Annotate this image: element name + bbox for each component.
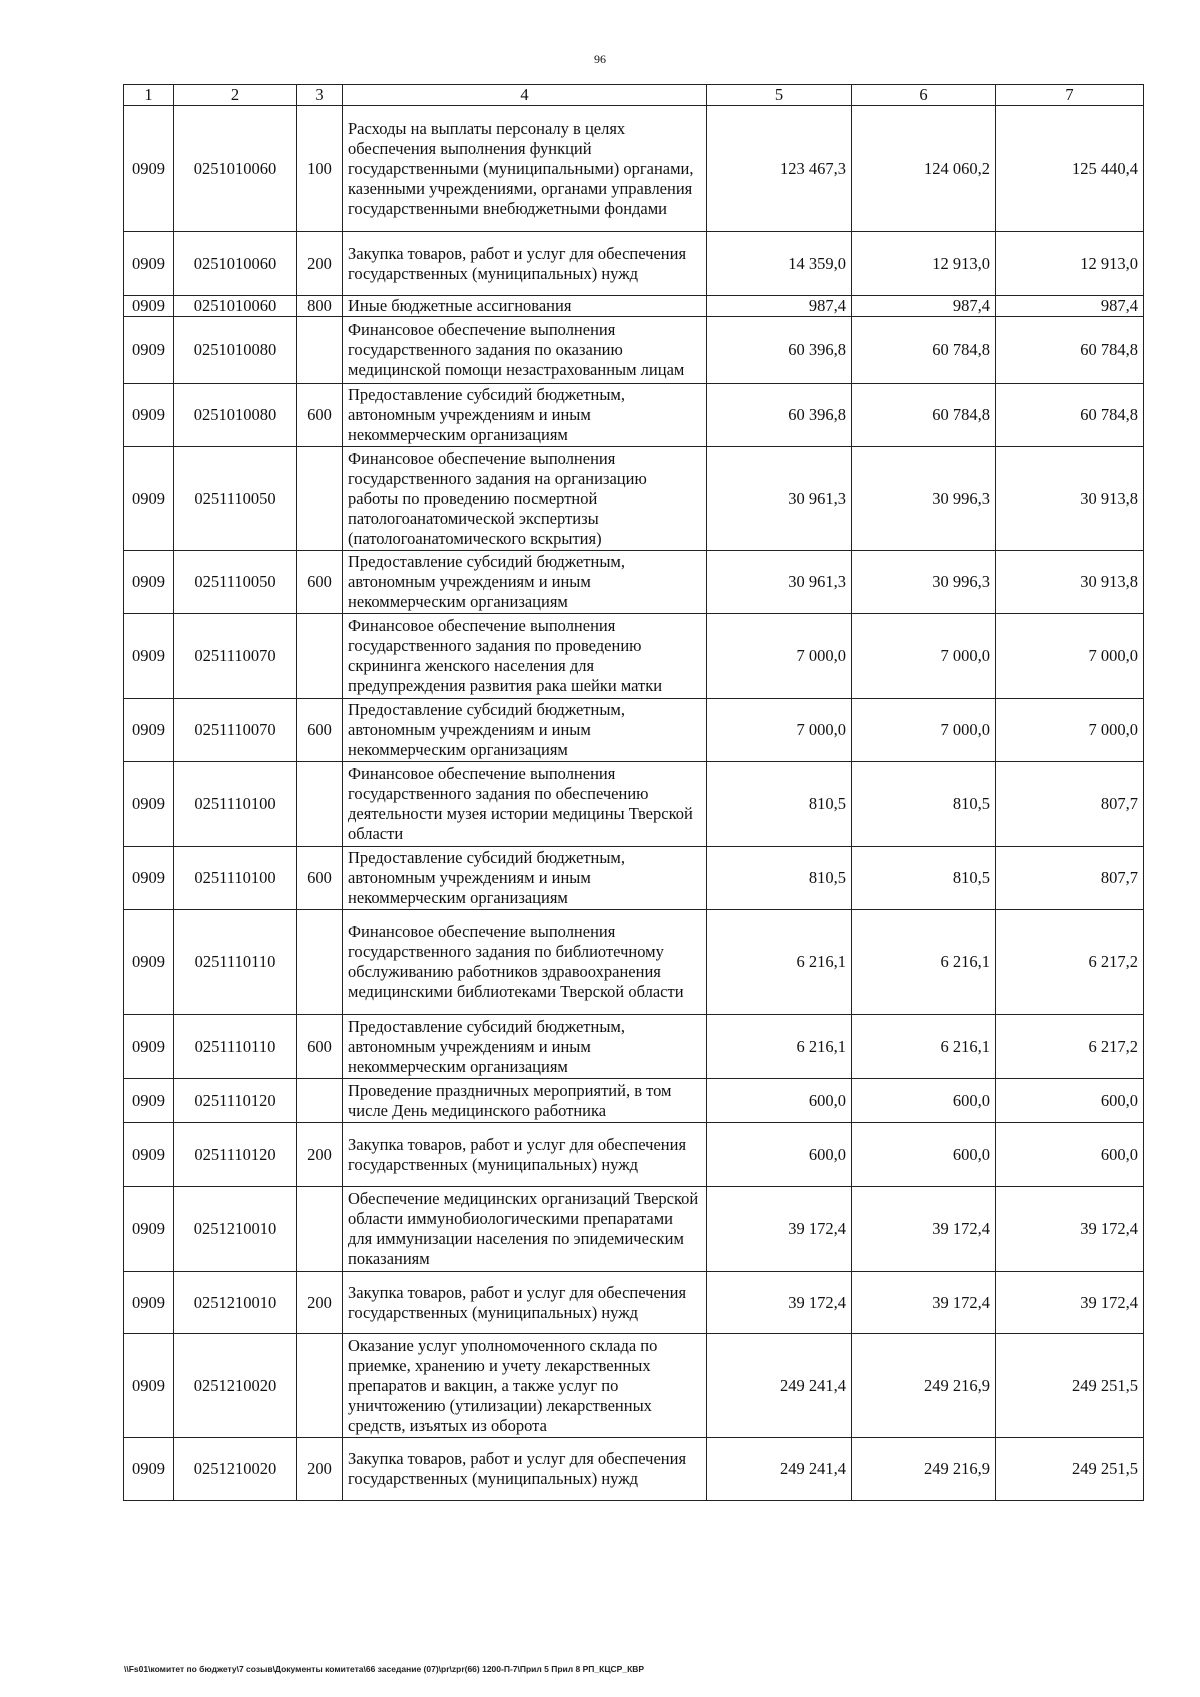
table-body xyxy=(124,106,1144,1501)
expense-type-code xyxy=(297,1334,343,1438)
amount-year-2: 249 216,9 xyxy=(852,1438,996,1501)
amount-year-2: 60 784,8 xyxy=(852,384,996,447)
page-number: 96 xyxy=(594,52,606,66)
amount-year-3: 807,7 xyxy=(996,847,1144,910)
expense-type-code: 600 xyxy=(297,699,343,762)
expense-type-code: 600 xyxy=(297,1015,343,1079)
amount-year-2: 987,4 xyxy=(852,296,996,317)
header-col-4: 4 xyxy=(343,85,707,106)
table-row xyxy=(124,296,1144,317)
expense-name: Финансовое обеспечение выполнения государственного задания на организацию работы по проведению посмертной патологоанатомической экспертизы (патологоанатомического вскрытия) xyxy=(343,447,707,551)
expense-name: Расходы на выплаты персоналу в целях обеспечения выполнения функций государственными (муниципальными) органами, казенными учреждениями, органами управления государственными внебюджетными фондами xyxy=(343,106,707,232)
amount-year-1: 249 241,4 xyxy=(707,1438,852,1501)
table-row xyxy=(124,447,1144,551)
table-row xyxy=(124,1334,1144,1438)
amount-year-3: 6 217,2 xyxy=(996,910,1144,1015)
table-row xyxy=(124,106,1144,232)
expense-name: Финансовое обеспечение выполнения государственного задания по проведению скрининга женского населения для предупреждения развития рака шейки матки xyxy=(343,614,707,699)
section-code: 0909 xyxy=(124,699,174,762)
amount-year-3: 807,7 xyxy=(996,762,1144,847)
expense-type-code: 200 xyxy=(297,1123,343,1187)
amount-year-3: 987,4 xyxy=(996,296,1144,317)
target-article-code: 0251010080 xyxy=(174,317,297,384)
section-code: 0909 xyxy=(124,447,174,551)
section-code: 0909 xyxy=(124,296,174,317)
target-article-code: 0251110070 xyxy=(174,699,297,762)
amount-year-2: 6 216,1 xyxy=(852,1015,996,1079)
target-article-code: 0251010080 xyxy=(174,384,297,447)
amount-year-2: 60 784,8 xyxy=(852,317,996,384)
target-article-code: 0251010060 xyxy=(174,106,297,232)
amount-year-3: 12 913,0 xyxy=(996,232,1144,296)
expense-name: Предоставление субсидий бюджетным, автономным учреждениям и иным некоммерческим организациям xyxy=(343,1015,707,1079)
expense-type-code xyxy=(297,762,343,847)
section-code: 0909 xyxy=(124,1015,174,1079)
expense-type-code: 600 xyxy=(297,847,343,910)
table-row xyxy=(124,1079,1144,1123)
amount-year-1: 30 961,3 xyxy=(707,551,852,614)
table-row xyxy=(124,1272,1144,1334)
table-row xyxy=(124,1015,1144,1079)
amount-year-2: 6 216,1 xyxy=(852,910,996,1015)
amount-year-1: 39 172,4 xyxy=(707,1187,852,1272)
header-col-2: 2 xyxy=(174,85,297,106)
amount-year-1: 30 961,3 xyxy=(707,447,852,551)
section-code: 0909 xyxy=(124,1187,174,1272)
amount-year-2: 249 216,9 xyxy=(852,1334,996,1438)
amount-year-1: 123 467,3 xyxy=(707,106,852,232)
target-article-code: 0251210010 xyxy=(174,1272,297,1334)
expense-name: Закупка товаров, работ и услуг для обеспечения государственных (муниципальных) нужд xyxy=(343,232,707,296)
expense-type-code: 600 xyxy=(297,384,343,447)
section-code: 0909 xyxy=(124,232,174,296)
expense-type-code: 200 xyxy=(297,232,343,296)
amount-year-3: 60 784,8 xyxy=(996,384,1144,447)
header-col-3: 3 xyxy=(297,85,343,106)
amount-year-3: 600,0 xyxy=(996,1123,1144,1187)
table-row xyxy=(124,384,1144,447)
expense-type-code xyxy=(297,1079,343,1123)
target-article-code: 0251110120 xyxy=(174,1123,297,1187)
amount-year-3: 6 217,2 xyxy=(996,1015,1144,1079)
amount-year-1: 249 241,4 xyxy=(707,1334,852,1438)
section-code: 0909 xyxy=(124,384,174,447)
expense-type-code xyxy=(297,910,343,1015)
amount-year-2: 600,0 xyxy=(852,1079,996,1123)
amount-year-1: 60 396,8 xyxy=(707,384,852,447)
amount-year-3: 600,0 xyxy=(996,1079,1144,1123)
expense-name: Предоставление субсидий бюджетным, автономным учреждениям и иным некоммерческим организациям xyxy=(343,699,707,762)
expense-type-code xyxy=(297,317,343,384)
section-code: 0909 xyxy=(124,910,174,1015)
amount-year-1: 810,5 xyxy=(707,762,852,847)
table-row xyxy=(124,232,1144,296)
amount-year-2: 12 913,0 xyxy=(852,232,996,296)
expense-name: Проведение праздничных мероприятий, в том числе День медицинского работника xyxy=(343,1079,707,1123)
amount-year-2: 810,5 xyxy=(852,762,996,847)
amount-year-3: 30 913,8 xyxy=(996,551,1144,614)
amount-year-3: 39 172,4 xyxy=(996,1272,1144,1334)
footer-file-path: \\Fs01\комитет по бюджету\7 созыв\Документы комитета\66 заседание (07)\pr\zpr(66) 1200-П-7\Прил 5 Прил 8 РП_КЦСР_КВР xyxy=(124,1664,645,1674)
section-code: 0909 xyxy=(124,614,174,699)
target-article-code: 0251110100 xyxy=(174,762,297,847)
expense-name: Закупка товаров, работ и услуг для обеспечения государственных (муниципальных) нужд xyxy=(343,1438,707,1501)
amount-year-2: 810,5 xyxy=(852,847,996,910)
header-col-1: 1 xyxy=(124,85,174,106)
expense-name: Финансовое обеспечение выполнения государственного задания по оказанию медицинской помощи незастрахованным лицам xyxy=(343,317,707,384)
target-article-code: 0251110050 xyxy=(174,551,297,614)
amount-year-1: 7 000,0 xyxy=(707,614,852,699)
expense-type-code: 800 xyxy=(297,296,343,317)
amount-year-3: 125 440,4 xyxy=(996,106,1144,232)
amount-year-3: 7 000,0 xyxy=(996,699,1144,762)
target-article-code: 0251210020 xyxy=(174,1334,297,1438)
budget-table xyxy=(123,84,1144,1501)
table-row xyxy=(124,551,1144,614)
amount-year-3: 39 172,4 xyxy=(996,1187,1144,1272)
section-code: 0909 xyxy=(124,1272,174,1334)
table-header-row xyxy=(124,85,1144,106)
amount-year-1: 600,0 xyxy=(707,1123,852,1187)
section-code: 0909 xyxy=(124,1334,174,1438)
expense-name: Финансовое обеспечение выполнения государственного задания по библиотечному обслуживанию работников здравоохранения медицинскими библиотеками Тверской области xyxy=(343,910,707,1015)
amount-year-2: 39 172,4 xyxy=(852,1272,996,1334)
amount-year-1: 60 396,8 xyxy=(707,317,852,384)
amount-year-1: 7 000,0 xyxy=(707,699,852,762)
expense-name: Предоставление субсидий бюджетным, автономным учреждениям и иным некоммерческим организациям xyxy=(343,384,707,447)
expense-type-code xyxy=(297,614,343,699)
expense-name: Иные бюджетные ассигнования xyxy=(343,296,707,317)
amount-year-1: 14 359,0 xyxy=(707,232,852,296)
expense-name: Обеспечение медицинских организаций Тверской области иммунобиологическими препаратами для иммунизации населения по эпидемическим показаниям xyxy=(343,1187,707,1272)
amount-year-2: 7 000,0 xyxy=(852,614,996,699)
target-article-code: 0251210020 xyxy=(174,1438,297,1501)
table-row xyxy=(124,1187,1144,1272)
amount-year-3: 7 000,0 xyxy=(996,614,1144,699)
section-code: 0909 xyxy=(124,762,174,847)
expense-type-code xyxy=(297,447,343,551)
target-article-code: 0251110100 xyxy=(174,847,297,910)
table-row xyxy=(124,762,1144,847)
section-code: 0909 xyxy=(124,847,174,910)
expense-name: Закупка товаров, работ и услуг для обеспечения государственных (муниципальных) нужд xyxy=(343,1123,707,1187)
amount-year-3: 60 784,8 xyxy=(996,317,1144,384)
expense-name: Предоставление субсидий бюджетным, автономным учреждениям и иным некоммерческим организациям xyxy=(343,847,707,910)
amount-year-2: 124 060,2 xyxy=(852,106,996,232)
amount-year-2: 39 172,4 xyxy=(852,1187,996,1272)
expense-name: Предоставление субсидий бюджетным, автономным учреждениям и иным некоммерческим организациям xyxy=(343,551,707,614)
amount-year-2: 30 996,3 xyxy=(852,447,996,551)
section-code: 0909 xyxy=(124,1079,174,1123)
target-article-code: 0251110120 xyxy=(174,1079,297,1123)
expense-type-code: 600 xyxy=(297,551,343,614)
amount-year-3: 30 913,8 xyxy=(996,447,1144,551)
table-row xyxy=(124,614,1144,699)
target-article-code: 0251210010 xyxy=(174,1187,297,1272)
header-col-5: 5 xyxy=(707,85,852,106)
expense-type-code xyxy=(297,1187,343,1272)
section-code: 0909 xyxy=(124,106,174,232)
expense-type-code: 100 xyxy=(297,106,343,232)
amount-year-2: 7 000,0 xyxy=(852,699,996,762)
header-col-6: 6 xyxy=(852,85,996,106)
amount-year-3: 249 251,5 xyxy=(996,1334,1144,1438)
amount-year-1: 600,0 xyxy=(707,1079,852,1123)
table-row xyxy=(124,847,1144,910)
header-col-7: 7 xyxy=(996,85,1144,106)
amount-year-2: 30 996,3 xyxy=(852,551,996,614)
table-row xyxy=(124,1123,1144,1187)
section-code: 0909 xyxy=(124,1123,174,1187)
section-code: 0909 xyxy=(124,551,174,614)
table-row xyxy=(124,910,1144,1015)
target-article-code: 0251010060 xyxy=(174,232,297,296)
amount-year-1: 6 216,1 xyxy=(707,1015,852,1079)
target-article-code: 0251010060 xyxy=(174,296,297,317)
amount-year-1: 810,5 xyxy=(707,847,852,910)
expense-name: Закупка товаров, работ и услуг для обеспечения государственных (муниципальных) нужд xyxy=(343,1272,707,1334)
table-row xyxy=(124,317,1144,384)
expense-name: Оказание услуг уполномоченного склада по приемке, хранению и учету лекарственных препаратов и вакцин, а также услуг по уничтожению (утилизации) лекарственных средств, изъятых из оборота xyxy=(343,1334,707,1438)
expense-type-code: 200 xyxy=(297,1272,343,1334)
section-code: 0909 xyxy=(124,1438,174,1501)
expense-type-code: 200 xyxy=(297,1438,343,1501)
amount-year-1: 6 216,1 xyxy=(707,910,852,1015)
amount-year-1: 987,4 xyxy=(707,296,852,317)
amount-year-2: 600,0 xyxy=(852,1123,996,1187)
target-article-code: 0251110070 xyxy=(174,614,297,699)
amount-year-1: 39 172,4 xyxy=(707,1272,852,1334)
expense-name: Финансовое обеспечение выполнения государственного задания по обеспечению деятельности музея истории медицины Тверской области xyxy=(343,762,707,847)
table-row xyxy=(124,1438,1144,1501)
target-article-code: 0251110050 xyxy=(174,447,297,551)
target-article-code: 0251110110 xyxy=(174,910,297,1015)
amount-year-3: 249 251,5 xyxy=(996,1438,1144,1501)
table-row xyxy=(124,699,1144,762)
section-code: 0909 xyxy=(124,317,174,384)
target-article-code: 0251110110 xyxy=(174,1015,297,1079)
